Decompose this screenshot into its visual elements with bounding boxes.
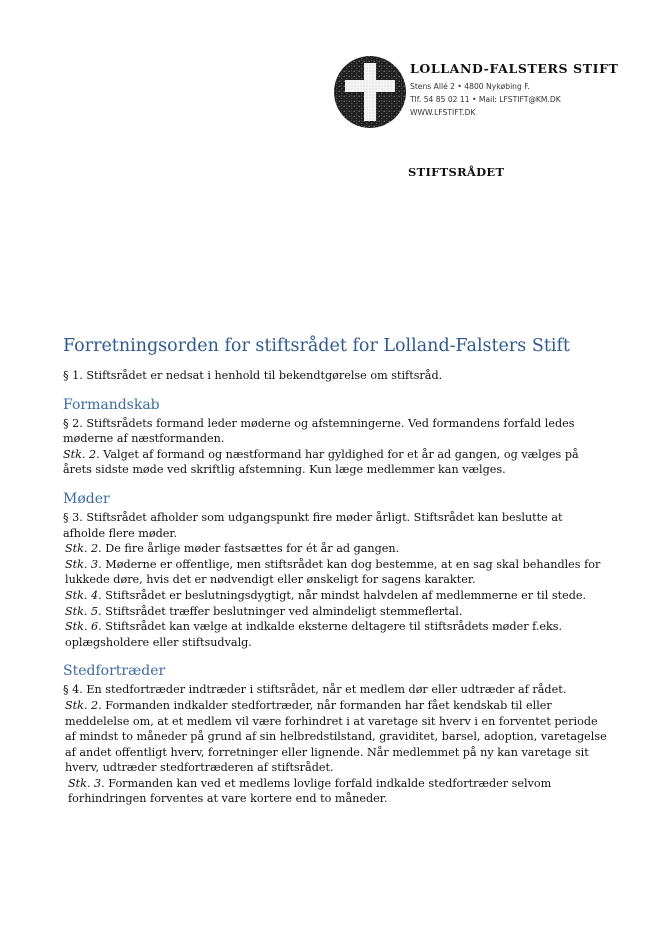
paragraph — [63, 682, 608, 698]
paragraph-text: Stiftsrådet træffer beslutninger ved almindeligt stemmeflertal. — [101, 604, 463, 618]
paragraph-text: . Valget af formand og næstformand har gyldighed for et år ad gangen, og vælges på årets sidste møde ved skriftlig afstemning. Kun læge medlemmer kan vælges. — [63, 447, 579, 477]
document-body — [63, 334, 608, 807]
paragraph-text: Stiftsrådet kan vælge at indkalde eksterne deltagere til stiftsrådets møder f.eks. oplægsholdere eller stiftsudvalg. — [65, 620, 563, 649]
letterhead — [410, 61, 618, 119]
paragraph-text: Formanden kan ved et medlems lovlige forfald indkalde stedfortræder selvom forhindringen forventes at vare kortere end to måneder. — [68, 776, 552, 806]
stk-label: Stk. 3. — [68, 776, 105, 790]
stk-label: Stk. 2 — [63, 447, 97, 461]
org-contact: Tlf. 54 85 02 11 • Mail: LFSTIFT@KM.DK — [410, 95, 561, 104]
section-heading-stedfortraeder: Stedfortræder — [63, 663, 166, 680]
stk-label: Stk. 2. — [65, 542, 102, 556]
paragraph-text: Møderne er offentlige, men stiftsrådet kan dog bestemme, at en sag skal behandles for lukkede døre, hvis det er nødvendigt eller ønskeligt for sagens karakter. — [65, 557, 601, 587]
paragraph — [63, 604, 608, 620]
paragraph — [63, 776, 608, 807]
org-address: Stens Allé 2 • 4800 Nykøbing F. — [410, 82, 530, 91]
council-label: STIFTSRÅDET — [408, 165, 505, 179]
stk-label: Stk. 6. — [65, 620, 102, 634]
paragraph — [63, 541, 608, 557]
org-name: LOLLAND-FALSTERS STIFT — [410, 61, 619, 76]
paragraph — [63, 557, 608, 588]
section-heading-moder: Møder — [63, 490, 110, 507]
stk-label: Stk. 5. — [65, 604, 102, 618]
stk-label: Stk. 3. — [65, 557, 102, 571]
paragraph-text: § 2. Stiftsrådets formand leder møderne og afstemningerne. Ved formandens forfald ledes møderne af næstformanden. — [63, 416, 575, 446]
section-heading-formandskab: Formandskab — [63, 396, 160, 413]
org-website: WWW.LFSTIFT.DK — [410, 108, 476, 117]
document-title: Forretningsorden for stiftsrådet for Lolland-Falsters Stift — [63, 336, 570, 356]
paragraph-text: Stiftsrådet er beslutningsdygtigt, når mindst halvdelen af medlemmerne er til stede. — [101, 588, 587, 602]
paragraph-text: § 3. Stiftsrådet afholder som udgangspunkt fire møder årligt. Stiftsrådet kan beslutte at afholde flere møder. — [63, 510, 563, 540]
stk-label: Stk. 4. — [65, 588, 102, 602]
paragraph-text: Formanden indkalder stedfortræder, når formanden har fået kendskab til eller meddelelse om, at et medlem vil være forhindret i at varetage sit hverv i en forventet periode af mindst to måneder på grund af sin helbredstilstand, graviditet, barsel, adoption, varetagelse af andet offentligt hverv, forretninger eller lignende. Når medlemmet på ny kan varetage sit hverv, udtræder stedfortræderen af stiftsrådet. — [65, 698, 607, 775]
diocese-seal-logo — [333, 55, 407, 129]
stk-label: Stk. 2. — [65, 698, 102, 712]
paragraph — [63, 416, 608, 447]
paragraph — [63, 698, 608, 776]
paragraph-text: § 4. En stedfortræder indtræder i stiftsrådet, når et medlem dør eller udtræder af rådet. — [63, 683, 567, 697]
paragraph — [63, 447, 608, 478]
paragraph — [63, 619, 608, 650]
paragraph-text: De fire årlige møder fastsættes for ét år ad gangen. — [101, 542, 400, 556]
paragraph — [63, 588, 608, 604]
paragraph — [63, 510, 608, 541]
intro-paragraph: § 1. Stiftsrådet er nedsat i henhold til bekendtgørelse om stiftsråd. — [63, 369, 443, 382]
